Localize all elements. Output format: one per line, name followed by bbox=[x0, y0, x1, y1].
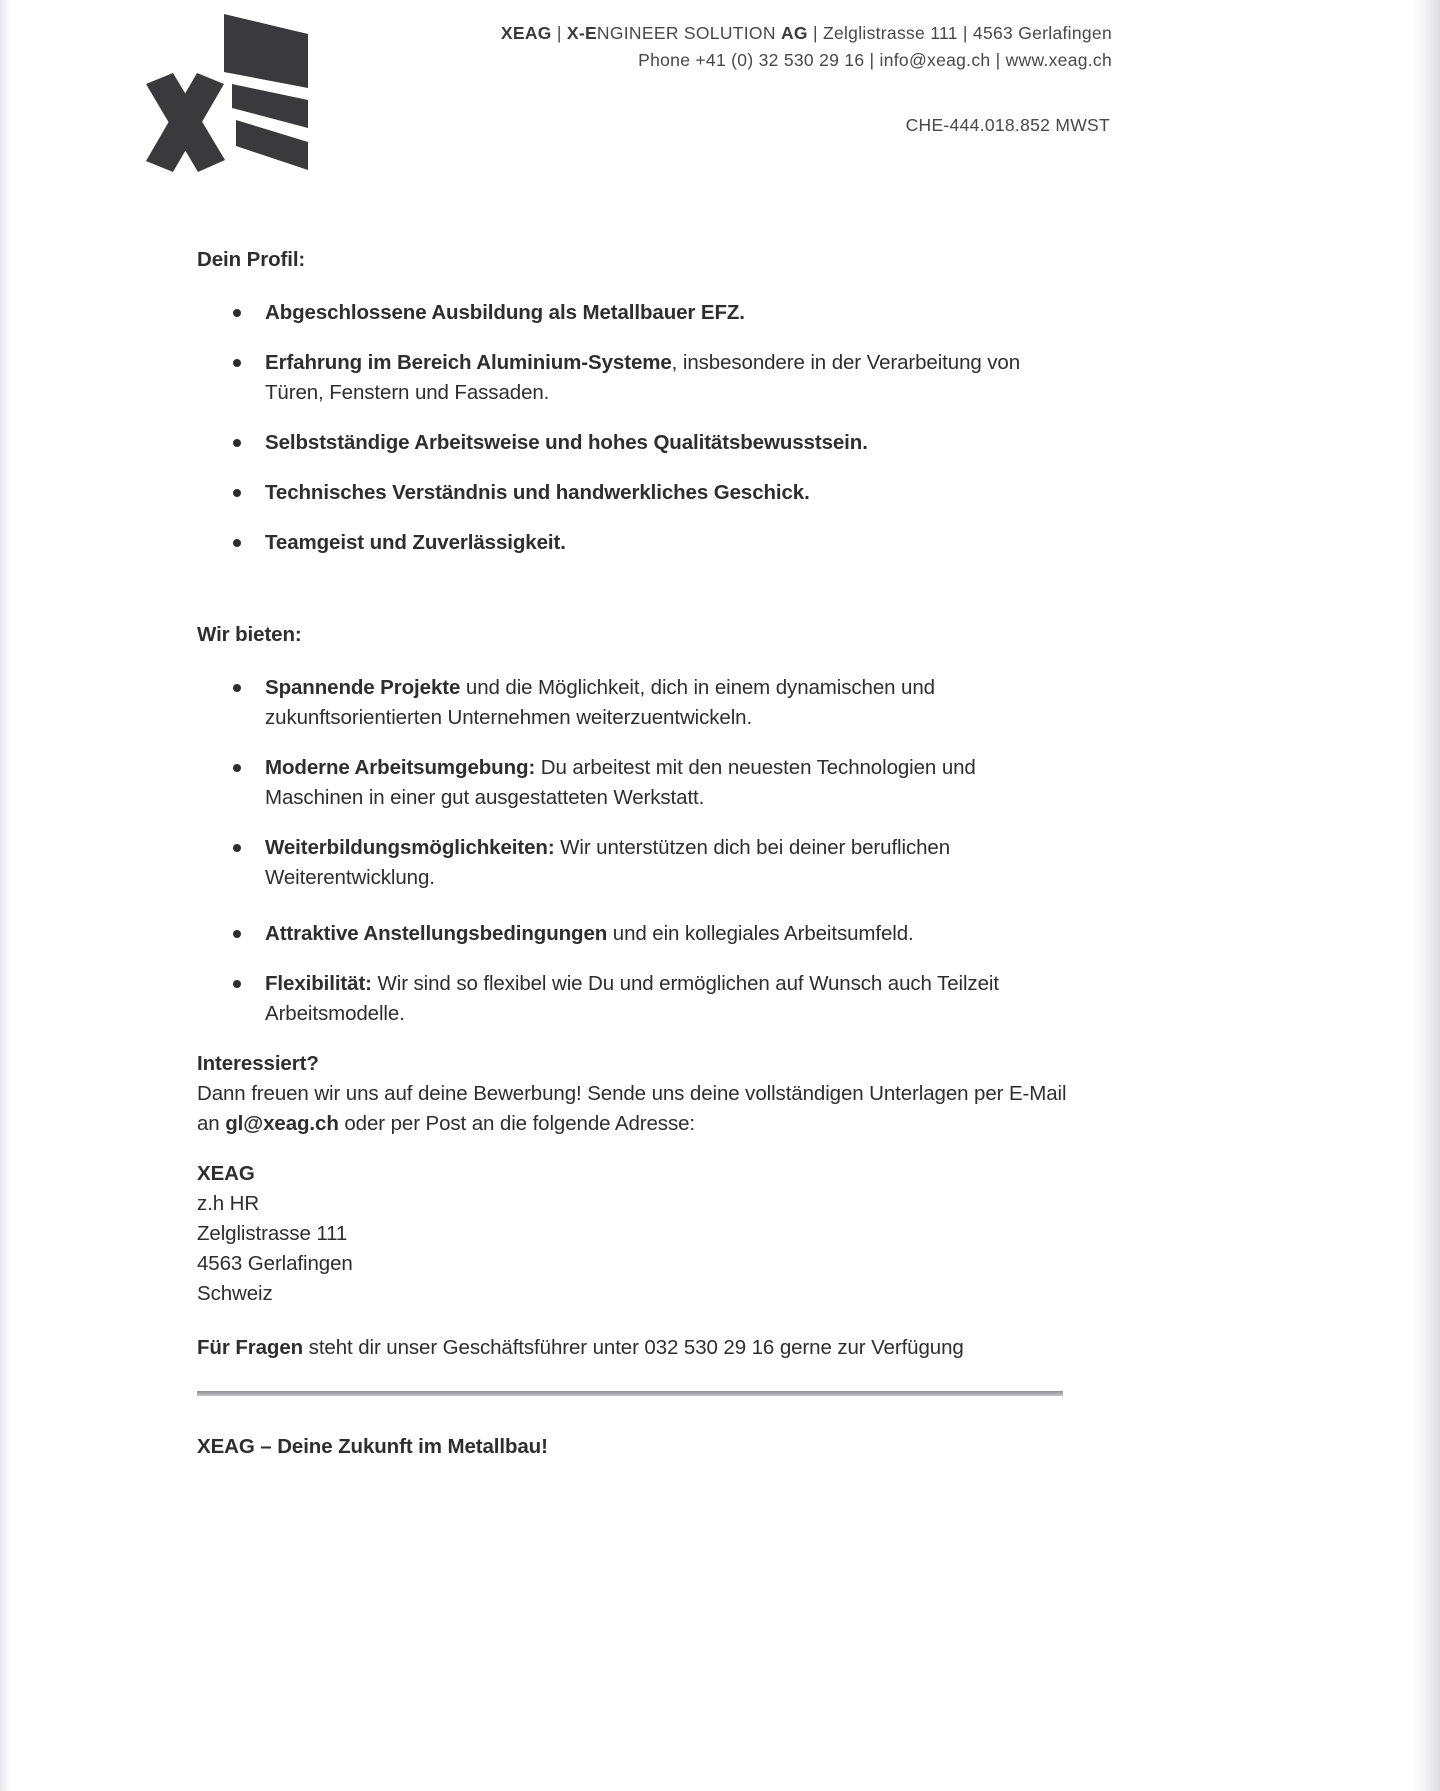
bullet-item bbox=[197, 919, 1097, 949]
text-segment: | bbox=[551, 23, 567, 43]
bullet-item bbox=[197, 478, 1097, 508]
text-line bbox=[197, 1159, 1097, 1189]
text-line bbox=[265, 863, 1097, 893]
text-line bbox=[197, 1079, 1097, 1109]
bold-text-segment: Teamgeist und Zuverlässigkeit. bbox=[265, 531, 566, 554]
bold-text-segment: Technisches Verständnis und handwerkliches Geschick. bbox=[265, 481, 810, 504]
text-segment: steht dir unser Geschäftsführer unter 032 530 29 16 gerne zur Verfügung bbox=[303, 1336, 964, 1359]
text-segment: NGINEER SOLUTION bbox=[596, 23, 781, 43]
text-segment: zukunftsorientierten Unternehmen weiterzuentwickeln. bbox=[265, 706, 753, 729]
contact-for-questions bbox=[197, 1333, 1097, 1363]
text-line bbox=[197, 1109, 1097, 1139]
bold-text-segment: Erfahrung im Bereich Aluminium-Systeme bbox=[265, 351, 672, 374]
text-segment: und ein kollegiales Arbeitsumfeld. bbox=[607, 922, 914, 945]
bold-text-segment: XEAG bbox=[500, 23, 552, 43]
text-segment: Weiterentwicklung. bbox=[265, 866, 435, 889]
text-line bbox=[197, 1219, 1097, 1249]
text-line bbox=[265, 703, 1097, 733]
bold-text-segment: Flexibilität: bbox=[265, 972, 372, 995]
text-segment: Arbeitsmodelle. bbox=[265, 1002, 405, 1025]
offer-section-heading: Wir bieten: bbox=[197, 623, 302, 646]
text-line bbox=[265, 833, 1097, 863]
text-segment: und die Möglichkeit, dich in einem dynamischen und bbox=[460, 676, 935, 699]
letterhead bbox=[400, 20, 1112, 74]
bold-text-segment: AG bbox=[780, 23, 808, 43]
text-line bbox=[265, 919, 1097, 949]
text-line bbox=[265, 999, 1097, 1029]
bullet-item bbox=[197, 348, 1097, 408]
text-segment: Du arbeitest mit den neuesten Technologien und bbox=[535, 756, 976, 779]
bold-text-segment: Weiterbildungsmöglichkeiten: bbox=[265, 836, 555, 859]
bullet-item bbox=[197, 528, 1097, 558]
vat-number: CHE-444.018.852 MWST bbox=[905, 115, 1110, 135]
bold-text-segment: X-E bbox=[566, 23, 597, 43]
text-line bbox=[197, 1189, 1097, 1219]
text-segment: Zelglistrasse 111 bbox=[197, 1222, 348, 1245]
bold-text-segment: XEAG bbox=[197, 1162, 255, 1185]
text-segment: Dann freuen wir uns auf deine Bewerbung! Sende uns deine vollständigen Unterlagen per E-Mail bbox=[197, 1082, 1067, 1105]
text-line bbox=[265, 673, 1097, 703]
divider-line bbox=[197, 1391, 1063, 1396]
bold-text-segment: Attraktive Anstellungsbedingungen bbox=[265, 922, 608, 945]
text-segment: 4563 Gerlafingen bbox=[197, 1252, 353, 1275]
text-line bbox=[265, 428, 1097, 458]
text-line bbox=[265, 298, 1097, 328]
text-segment: Wir sind so flexibel wie Du und ermöglichen auf Wunsch auch Teilzeit bbox=[371, 972, 999, 995]
offer-bullet-list bbox=[197, 673, 1097, 1029]
bullet-item bbox=[197, 673, 1097, 733]
text-segment: Wir unterstützen dich bei deiner beruflichen bbox=[554, 836, 951, 859]
profile-bullet-list bbox=[197, 298, 1097, 558]
text-line bbox=[265, 783, 1097, 813]
bold-text-segment: Spannende Projekte bbox=[265, 676, 461, 699]
text-line bbox=[265, 969, 1097, 999]
text-segment: | Zelglistrasse 111 | 4563 Gerlafingen bbox=[807, 23, 1112, 43]
bold-text-segment: Für Fragen bbox=[197, 1336, 304, 1359]
bold-text-segment: gl@xeag.ch bbox=[225, 1112, 339, 1135]
bold-text-segment: Moderne Arbeitsumgebung: bbox=[265, 756, 536, 779]
interested-heading: Interessiert? bbox=[197, 1052, 319, 1075]
text-line bbox=[265, 753, 1097, 783]
text-segment: Schweiz bbox=[197, 1282, 273, 1305]
text-line bbox=[265, 478, 1097, 508]
footer-slogan: XEAG – Deine Zukunft im Metallbau! bbox=[197, 1435, 548, 1458]
text-segment: an bbox=[197, 1112, 226, 1135]
text-segment: Maschinen in einer gut ausgestatteten Werkstatt. bbox=[265, 786, 705, 809]
letter-body bbox=[197, 245, 1097, 1462]
text-line bbox=[265, 378, 1097, 408]
text-line bbox=[197, 1279, 1097, 1309]
bullet-item bbox=[197, 833, 1097, 893]
letterhead-line1 bbox=[400, 20, 1112, 47]
bold-text-segment: Abgeschlossene Ausbildung als Metallbauer EFZ. bbox=[265, 301, 745, 324]
page-edge-shadow-right bbox=[1412, 0, 1440, 1791]
page-edge-shadow-left bbox=[0, 0, 10, 1791]
bold-text-segment: Selbstständige Arbeitsweise und hohes Qualitätsbewusstsein. bbox=[265, 431, 868, 454]
bullet-item bbox=[197, 753, 1097, 813]
profile-section-heading: Dein Profil: bbox=[197, 248, 306, 271]
bullet-item bbox=[197, 298, 1097, 328]
text-segment: oder per Post an die folgende Adresse: bbox=[338, 1112, 695, 1135]
bullet-item bbox=[197, 969, 1097, 1029]
text-segment: z.h HR bbox=[197, 1192, 260, 1215]
xeag-logo-icon bbox=[126, 6, 311, 174]
text-line bbox=[265, 348, 1097, 378]
text-segment: Türen, Fenstern und Fassaden. bbox=[265, 381, 550, 404]
text-segment: , insbesondere in der Verarbeitung von bbox=[671, 351, 1021, 374]
text-line bbox=[197, 1249, 1097, 1279]
postal-address bbox=[197, 1159, 1097, 1309]
bullet-item bbox=[197, 428, 1097, 458]
application-instructions bbox=[197, 1079, 1097, 1139]
text-line bbox=[265, 528, 1097, 558]
letterhead-line2: Phone +41 (0) 32 530 29 16 | info@xeag.ch | www.xeag.ch bbox=[638, 50, 1112, 70]
